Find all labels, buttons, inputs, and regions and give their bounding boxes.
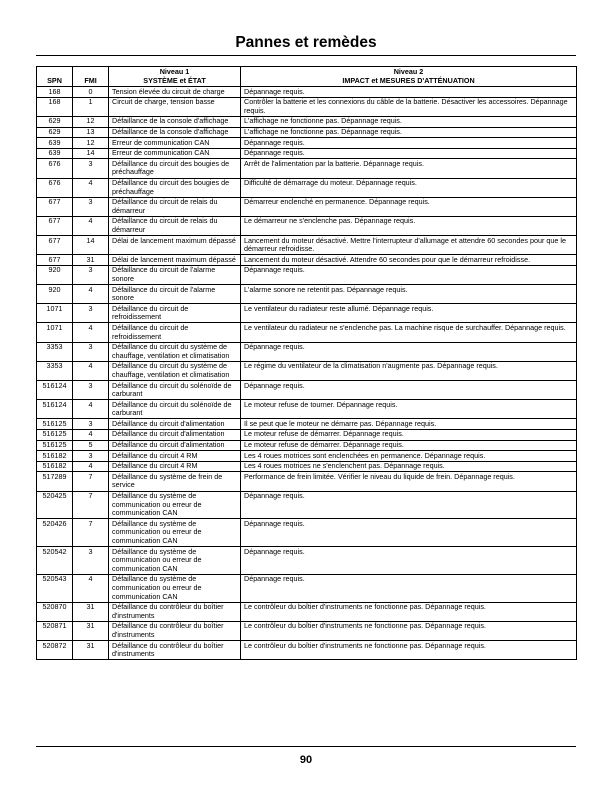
cell-fmi: 7 [73,491,109,519]
cell-spn: 168 [37,97,73,116]
cell-level1: Défaillance du circuit de l'alarme sonore [109,265,241,284]
cell-level2: Les 4 roues motrices ne s'enclenchent pas. Dépannage requis. [241,461,577,472]
cell-level1: Défaillance de la console d'affichage [109,116,241,127]
cell-level1: Défaillance du circuit du solénoïde de carburant [109,400,241,419]
table-row [37,429,577,440]
cell-level1: Défaillance du circuit de refroidissement [109,304,241,323]
cell-fmi: 3 [73,342,109,361]
cell-spn: 639 [37,148,73,159]
cell-level1: Défaillance du circuit d'alimentation [109,429,241,440]
cell-spn: 1071 [37,323,73,342]
table-row [37,461,577,472]
cell-spn: 517289 [37,472,73,491]
cell-fmi: 4 [73,429,109,440]
cell-fmi: 3 [73,265,109,284]
cell-level1: Défaillance du circuit 4 RM [109,461,241,472]
cell-level1: Défaillance du système de communication ou erreur de communication CAN [109,574,241,602]
table-row [37,285,577,304]
cell-fmi: 4 [73,574,109,602]
header-fmi: FMI [73,67,109,87]
table-row [37,127,577,138]
cell-level1: Défaillance de la console d'affichage [109,127,241,138]
cell-level1: Délai de lancement maximum dépassé [109,255,241,266]
cell-level1: Circuit de charge, tension basse [109,97,241,116]
table-row [37,519,577,547]
cell-level2: Dépannage requis. [241,574,577,602]
cell-fmi: 3 [73,451,109,462]
cell-fmi: 31 [73,602,109,621]
cell-spn: 520871 [37,621,73,640]
cell-fmi: 4 [73,285,109,304]
table-row [37,400,577,419]
cell-spn: 520870 [37,602,73,621]
cell-fmi: 4 [73,461,109,472]
cell-level1: Délai de lancement maximum dépassé [109,236,241,255]
cell-level2: Le contrôleur du boîtier d'instruments ne fonctionne pas. Dépannage requis. [241,621,577,640]
cell-level1: Défaillance du circuit du système de chauffage, ventilation et climatisation [109,342,241,361]
cell-level1: Défaillance du circuit 4 RM [109,451,241,462]
cell-spn: 516125 [37,440,73,451]
table-row [37,87,577,98]
cell-level1: Défaillance du circuit de l'alarme sonore [109,285,241,304]
cell-level2: L'alarme sonore ne retentit pas. Dépannage requis. [241,285,577,304]
table-row [37,323,577,342]
table-row [37,148,577,159]
cell-spn: 676 [37,159,73,178]
cell-level2: Difficulté de démarrage du moteur. Dépannage requis. [241,178,577,197]
fault-code-table [36,66,577,660]
cell-level1: Défaillance du circuit de relais du démarreur [109,216,241,235]
cell-fmi: 3 [73,304,109,323]
cell-spn: 677 [37,197,73,216]
header-level1-line2: SYSTÈME et ÉTAT [143,75,206,85]
cell-fmi: 12 [73,116,109,127]
table-row [37,440,577,451]
cell-level1: Erreur de communication CAN [109,148,241,159]
cell-spn: 516124 [37,400,73,419]
cell-level2: Dépannage requis. [241,148,577,159]
cell-spn: 629 [37,116,73,127]
cell-fmi: 4 [73,178,109,197]
header-spn: SPN [37,67,73,87]
table-row [37,236,577,255]
table-row [37,255,577,266]
cell-level2: Lancement du moteur désactivé. Mettre l'interrupteur d'allumage et attendre 60 secondes pour que le démarreur refroidisse. [241,236,577,255]
cell-spn: 520543 [37,574,73,602]
cell-spn: 639 [37,138,73,149]
cell-level2: Le contrôleur du boîtier d'instruments ne fonctionne pas. Dépannage requis. [241,602,577,621]
cell-level1: Défaillance du système de communication ou erreur de communication CAN [109,519,241,547]
cell-level2: Dépannage requis. [241,138,577,149]
cell-fmi: 4 [73,323,109,342]
cell-level1: Défaillance du circuit de relais du démarreur [109,197,241,216]
cell-spn: 516182 [37,451,73,462]
table-row [37,342,577,361]
header-level1 [109,67,241,87]
cell-level1: Erreur de communication CAN [109,138,241,149]
cell-level1: Défaillance du contrôleur du boîtier d'instruments [109,641,241,660]
header-level2-line2: IMPACT et MESURES D'ATTÉNUATION [342,75,475,85]
table-row [37,216,577,235]
table-body [37,87,577,660]
cell-spn: 516125 [37,429,73,440]
cell-level2: Dépannage requis. [241,519,577,547]
cell-level1: Tension élevée du circuit de charge [109,87,241,98]
table-row [37,178,577,197]
table-row [37,451,577,462]
cell-level1: Défaillance du circuit du système de chauffage, ventilation et climatisation [109,361,241,380]
cell-spn: 677 [37,216,73,235]
table-row [37,265,577,284]
cell-fmi: 31 [73,641,109,660]
cell-level2: L'affichage ne fonctionne pas. Dépannage requis. [241,127,577,138]
cell-spn: 516124 [37,381,73,400]
cell-fmi: 31 [73,255,109,266]
cell-fmi: 7 [73,472,109,491]
table-row [37,602,577,621]
table-row [37,491,577,519]
cell-level2: Le moteur refuse de démarrer. Dépannage requis. [241,440,577,451]
cell-level2: Le moteur refuse de tourner. Dépannage requis. [241,400,577,419]
cell-fmi: 3 [73,419,109,430]
table-row [37,304,577,323]
table-row [37,547,577,575]
cell-fmi: 14 [73,148,109,159]
cell-fmi: 12 [73,138,109,149]
table-row [37,641,577,660]
table-row [37,138,577,149]
cell-spn: 520542 [37,547,73,575]
cell-level2: Dépannage requis. [241,265,577,284]
cell-spn: 677 [37,255,73,266]
cell-level2: L'affichage ne fonctionne pas. Dépannage requis. [241,116,577,127]
table-row [37,574,577,602]
table-row [37,621,577,640]
cell-level2: Démarreur enclenché en permanence. Dépannage requis. [241,197,577,216]
cell-level1: Défaillance du circuit des bougies de préchauffage [109,159,241,178]
cell-fmi: 3 [73,547,109,575]
cell-spn: 520872 [37,641,73,660]
cell-level2: Le ventilateur du radiateur reste allumé. Dépannage requis. [241,304,577,323]
table-header-row [37,67,577,87]
cell-spn: 677 [37,236,73,255]
cell-level1: Défaillance du système de frein de service [109,472,241,491]
cell-level2: Le régime du ventilateur de la climatisation n'augmente pas. Dépannage requis. [241,361,577,380]
cell-level1: Défaillance du système de communication ou erreur de communication CAN [109,491,241,519]
cell-level1: Défaillance du circuit des bougies de préchauffage [109,178,241,197]
cell-fmi: 14 [73,236,109,255]
cell-spn: 3353 [37,342,73,361]
cell-level2: Il se peut que le moteur ne démarre pas. Dépannage requis. [241,419,577,430]
table-row [37,419,577,430]
cell-fmi: 7 [73,519,109,547]
cell-fmi: 31 [73,621,109,640]
cell-fmi: 4 [73,216,109,235]
cell-fmi: 0 [73,87,109,98]
cell-spn: 520426 [37,519,73,547]
cell-fmi: 4 [73,400,109,419]
cell-level2: Dépannage requis. [241,491,577,519]
cell-fmi: 3 [73,197,109,216]
cell-spn: 1071 [37,304,73,323]
page-number: 90 [299,754,313,766]
footer-divider [36,746,576,747]
cell-level2: Performance de frein limitée. Vérifier le niveau du liquide de frein. Dépannage requis. [241,472,577,491]
cell-fmi: 5 [73,440,109,451]
cell-level2: Dépannage requis. [241,342,577,361]
title-divider [36,55,576,56]
cell-spn: 520425 [37,491,73,519]
cell-fmi: 13 [73,127,109,138]
cell-level2: Dépannage requis. [241,547,577,575]
cell-level1: Défaillance du circuit d'alimentation [109,419,241,430]
cell-spn: 516125 [37,419,73,430]
cell-fmi: 4 [73,361,109,380]
cell-level2: Dépannage requis. [241,87,577,98]
cell-level2: Contrôler la batterie et les connexions du câble de la batterie. Désactiver les accessoires. Dépannage requis. [241,97,577,116]
cell-level2: Le démarreur ne s'enclenche pas. Dépannage requis. [241,216,577,235]
cell-level1: Défaillance du contrôleur du boîtier d'instruments [109,621,241,640]
cell-level1: Défaillance du contrôleur du boîtier d'instruments [109,602,241,621]
cell-level2: Arrêt de l'alimentation par la batterie. Dépannage requis. [241,159,577,178]
cell-fmi: 3 [73,159,109,178]
cell-level1: Défaillance du circuit d'alimentation [109,440,241,451]
header-level2-line1: Niveau 2 [393,67,424,76]
cell-fmi: 1 [73,97,109,116]
cell-level1: Défaillance du système de communication ou erreur de communication CAN [109,547,241,575]
cell-spn: 168 [37,87,73,98]
table-row [37,97,577,116]
cell-level1: Défaillance du circuit de refroidissement [109,323,241,342]
cell-spn: 3353 [37,361,73,380]
table-row [37,116,577,127]
cell-level2: Lancement du moteur désactivé. Attendre 60 secondes pour que le démarreur refroidisse. [241,255,577,266]
cell-fmi: 3 [73,381,109,400]
cell-spn: 676 [37,178,73,197]
cell-spn: 516182 [37,461,73,472]
cell-level2: Les 4 roues motrices sont enclenchées en permanence. Dépannage requis. [241,451,577,462]
cell-level2: Dépannage requis. [241,381,577,400]
cell-level1: Défaillance du circuit du solénoïde de carburant [109,381,241,400]
table-row [37,197,577,216]
table-row [37,381,577,400]
cell-spn: 920 [37,285,73,304]
header-level1-line1: Niveau 1 [159,67,190,76]
table-row [37,159,577,178]
cell-level2: Le contrôleur du boîtier d'instruments ne fonctionne pas. Dépannage requis. [241,641,577,660]
cell-spn: 629 [37,127,73,138]
header-level2 [241,67,577,87]
page-title: Pannes et remèdes [235,34,377,51]
table-row [37,361,577,380]
cell-level2: Le moteur refuse de démarrer. Dépannage requis. [241,429,577,440]
cell-spn: 920 [37,265,73,284]
cell-level2: Le ventilateur du radiateur ne s'enclenche pas. La machine risque de surchauffer. Dépannage requis. [241,323,577,342]
table-row [37,472,577,491]
